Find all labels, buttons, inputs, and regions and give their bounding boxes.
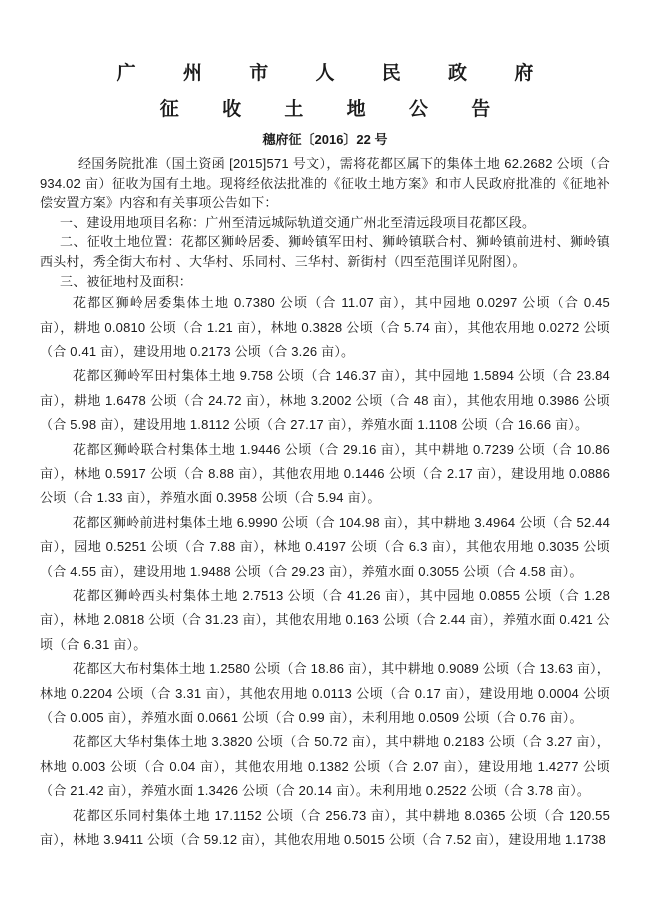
paragraph-intro: 经国务院批准（国土资函 [2015]571 号文），需将花都区属下的集体土地 62.2682 公顷（合 934.02 亩）征收为国有土地。现将经依法批准的《征收土地方案》和市人民政府批准的《征地补偿安置方案》内容和有关事项公告如下：	[40, 156, 610, 211]
document-body	[40, 154, 610, 853]
paragraph-item-2-land-location: 二、征收土地位置：花都区狮岭居委、狮岭镇军田村、狮岭镇联合村、狮岭镇前进村、狮岭镇西头村，秀全街大布村 、大华村、乐同村、三华村、新街村（四至范围详见附图）。	[40, 234, 610, 269]
paragraph-item-1-project-name: 一、建设用地项目名称：广州至清远城际轨道交通广州北至清远段项目花都区段。	[60, 214, 536, 230]
paragraph-village-lianhe: 花都区狮岭联合村集体土地 1.9446 公顷（合 29.16 亩），其中耕地 0.7239 公顷（合 10.86 亩），林地 0.5917 公顷（合 8.88 亩），其他农用地 0.1446 公顷（合 2.17 亩），建设用地 0.0886 公顷（合 1.33 亩），养殖水面 0.3958 公顷（合 5.94 亩）。	[40, 441, 610, 506]
paragraph-village-letong-truncated: 花都区乐同村集体土地 17.1152 公顷（合 256.73 亩），其中耕地 8.0365 公顷（合 120.55 亩），林地 3.9411 公顷（合 59.12 亩），其他农用地 0.5015 公顷（合 7.52 亩），建设用地 1.1738	[40, 807, 610, 848]
paragraph-village-juntian: 花都区狮岭军田村集体土地 9.758 公顷（合 146.37 亩），其中园地 1.5894 公顷（合 23.84 亩），耕地 1.6478 公顷（合 24.72 亩），林地 3.2002 公顷（合 48 亩），其他农用地 0.3986 公顷（合 5.98 亩），建设用地 1.8112 公顷（合 27.17 亩），养殖水面 1.1108 公顷（合 16.66 亩）。	[40, 368, 610, 433]
paragraph-village-dabu: 花都区大布村集体土地 1.2580 公顷（合 18.86 亩），其中耕地 0.9089 公顷（合 13.63 亩），林地 0.2204 公顷（合 3.31 亩），其他农用地 0.0113 公顷（合 0.17 亩），建设用地 0.0004 公顷（合 0.005 亩），养殖水面 0.0661 公顷（合 0.99 亩），未利用地 0.0509 公顷（合 0.76 亩）。	[40, 661, 610, 726]
paragraph-village-shiling-juwei: 花都区狮岭居委集体土地 0.7380 公顷（合 11.07 亩），其中园地 0.0297 公顷（合 0.45 亩），耕地 0.0810 公顷（合 1.21 亩），林地 0.3828 公顷（合 5.74 亩），其他农用地 0.0272 公顷（合 0.41 亩），建设用地 0.2173 公顷（合 3.26 亩）。	[40, 295, 610, 359]
document-title-line1: 广 州 市 人 民 政 府	[116, 63, 555, 84]
document-number: 穗府征〔2016〕22 号	[262, 132, 388, 147]
paragraph-item-3-villages-and-areas: 三、被征地村及面积：	[60, 273, 193, 289]
document-title-line2: 征 收 土 地 公 告	[159, 99, 510, 120]
paragraph-village-dahua: 花都区大华村集体土地 3.3820 公顷（合 50.72 亩），其中耕地 0.2183 公顷（合 3.27 亩），林地 0.003 公顷（合 0.04 亩），其他农用地 0.1382 公顷（合 2.07 亩），建设用地 1.4277 公顷（合 21.42 亩），养殖水面 1.3426 公顷（合 20.14 亩）。未利用地 0.2522 公顷（合 3.78 亩）。	[40, 734, 610, 799]
paragraph-village-qianjin: 花都区狮岭前进村集体土地 6.9990 公顷（合 104.98 亩），其中耕地 3.4964 公顷（合 52.44 亩），园地 0.5251 公顷（合 7.88 亩），林地 0.4197 公顷（合 6.3 亩），其他农用地 0.3035 公顷（合 4.55 亩），建设用地 1.9488 公顷（合 29.23 亩），养殖水面 0.3055 公顷（合 4.58 亩）。	[40, 514, 610, 579]
paragraph-village-xitou: 花都区狮岭西头村集体土地 2.7513 公顷（合 41.26 亩），其中园地 0.0855 公顷（合 1.28 亩），林地 2.0818 公顷（合 31.23 亩），其他农用地 0.163 公顷（合 2.44 亩），养殖水面 0.421 公顷（合 6.31 亩）。	[40, 588, 610, 652]
